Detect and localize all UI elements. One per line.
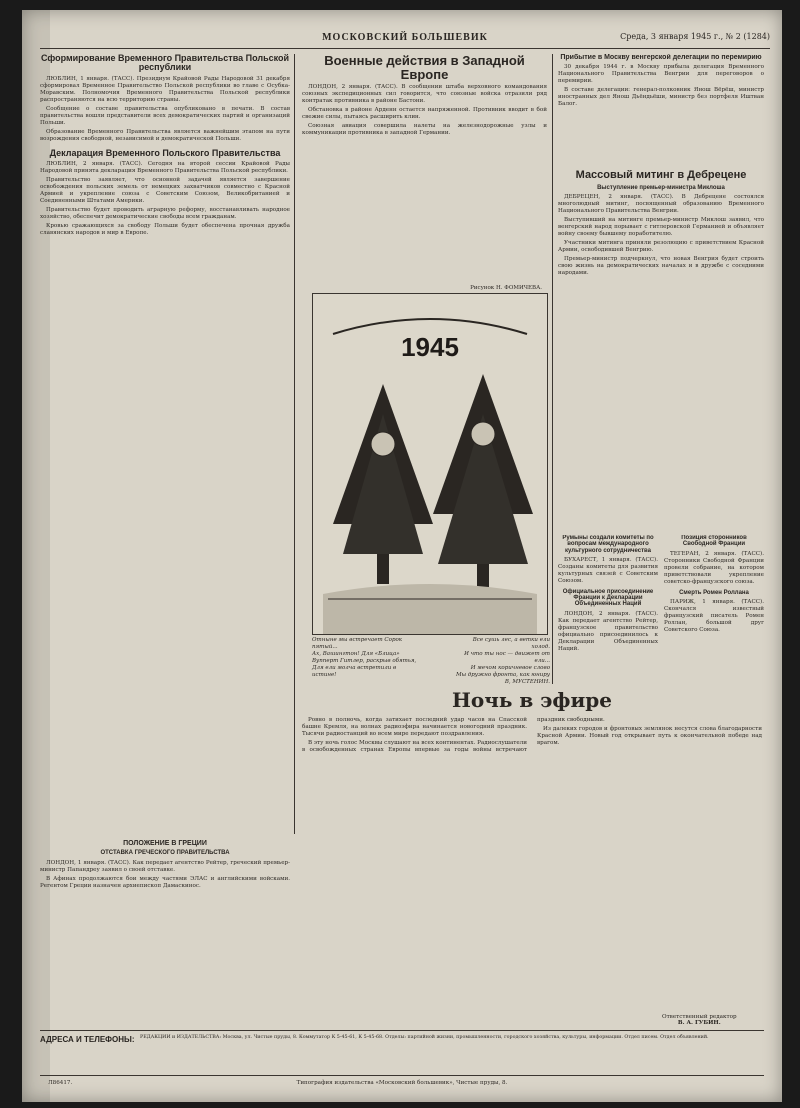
poem-left <box>312 637 430 679</box>
editor-name: В. А. ГУБИН. <box>677 1020 721 1026</box>
poem-line: пятый... <box>312 644 338 650</box>
article-paragraph: Обстановка в районе Арденн остается напряженной. Противник вводит в бой свежие силы, пытаясь расширить клин. <box>302 107 547 121</box>
column-west-europe <box>302 54 547 284</box>
printer-line: Типография издательства «Московский большевик», Чистые пруды, 8. <box>296 1080 508 1086</box>
romania-headline: Румыны создали комитеты по вопросам международного культурного сотрудничества <box>562 535 654 554</box>
newspaper-page <box>22 10 782 1102</box>
romania-article <box>558 535 658 685</box>
poem-line: Все сушь лес, а ветки ели <box>472 637 550 643</box>
article-paragraph: Ровно в полночь, когда затихает последний удар часов на Спасской башне Кремля, на волнах радиоэфира начинается новогодний праздник. Тысячи радиостанций во всем мире передают поздравления. <box>302 717 527 737</box>
addresses-text: РЕДАКЦИИ и ИЗДАТЕЛЬСТВА: Москва, ул. Чистые пруды, 8. Коммутатор К 5-45-61, К 5-45-68. Отделы: партийной жизни, промышленности, городского хозяйства, культуры, информации. Отдел писем. Отдел объявлений. <box>140 1035 709 1040</box>
poem-line: И мечом коричневое слово <box>470 665 550 671</box>
footer-addresses <box>40 1030 764 1076</box>
column-rule <box>552 54 553 684</box>
free-france-article <box>664 535 764 685</box>
article-paragraph: БУХАРЕСТ, 1 января. (ТАСС). Созданы комитеты для развития культурных связей с Советским Союзом. <box>558 556 658 584</box>
debrecen-rally-article <box>558 170 764 530</box>
article-paragraph: ЛЮБЛИН, 2 января. (ТАСС). Сегодня на второй сессии Крайовой Рады Народовой принята декларация Временного Правительства Польской республики. <box>40 161 290 175</box>
article-paragraph: ДЕБРЕЦЕН, 2 января. (ТАСС). В Дебрецене состоялся многолюдный митинг, посвященный образованию Временного Национального Правительства Венгрии. <box>558 193 764 214</box>
cartoon-1945 <box>312 293 548 635</box>
article-paragraph: Правительство заявляет, что основной задачей является завершение освобождения польских земель от немецких захватчиков совместно с Красной Армией и укрепление союза с Советским Союзом, Великобританией и Соединенными Штатами Америки. <box>40 177 290 205</box>
article-paragraph: 30 декабря 1944 г. в Москву прибыла делегация Временного Национального Правительства Венгрии для переговоров о перемирии. <box>558 64 764 85</box>
west-europe-headline: Военные действия в Западной Европе <box>324 54 525 82</box>
rolland-death-headline: Смерть Ромен Роллана <box>679 589 749 596</box>
poem-line: ели... <box>534 658 550 664</box>
article-paragraph: ПАРИЖ, 1 января. (ТАСС). Скончался известный французский писатель Ромен Роллан, большой друг Советского Союза. <box>664 598 764 633</box>
debrecen-headline: Массовый митинг в Дебрецене <box>575 170 747 181</box>
column-poland <box>40 54 290 824</box>
hungary-delegation-headline: Прибытие в Москву венгерской делегации по перемирию <box>560 54 762 61</box>
cartoon-illustration <box>313 294 547 634</box>
poem-line: Отныне мы встречает Сорок <box>312 637 403 643</box>
poland-headline: Сформирование Временного Правительства Польской республики <box>40 54 290 73</box>
free-france-headline: Позиция сторонников Свободной Франции <box>681 535 747 548</box>
article-paragraph: ЛОНДОН, 1 января. (ТАСС). Как передает агентство Рейтер, греческий премьер-министр Папандреу заявил о своей отставке. <box>40 859 290 873</box>
responsible-editor <box>662 1014 737 1026</box>
night-on-air-article <box>302 690 762 1020</box>
article-paragraph: В Афинах продолжаются бои между частями ЭЛАС и английскими войсками. Регентом Греции назначен архиепископ Дамаскинос. <box>40 875 290 889</box>
article-paragraph: ТЕГЕРАН, 2 января. (ТАСС). Сторонники Свободной Франции провели собрание, на котором приветствовали укрепление советско-французского союза. <box>664 550 764 585</box>
article-paragraph: В эту ночь голос Москвы слушают на всех континентах. Радиослушатели в освобожденных странах Европы впервые за годы войны встречают праздник свободными. <box>302 717 605 753</box>
hungary-delegation-article <box>558 54 764 164</box>
miklos-speech-headline: Выступление премьер-министра Миклоша <box>597 184 725 191</box>
article-paragraph: ЛЮБЛИН, 1 января. (ТАСС). Президиум Крайовой Рады Народовой 31 декабря сформировал Временное Правительство Польской республики во главе с Осубка-Моравским. Полномочия Временного Правительства Польской республики распространяются на всю территорию страны. <box>40 75 290 103</box>
addresses-label: АДРЕСА И ТЕЛЕФОНЫ: <box>40 1035 135 1044</box>
article-paragraph: ЛОНДОН, 2 января. (ТАСС). В сообщении штаба верховного командования союзных экспедиционных сил говорится, что союзные войска отразили ряд контратак противника в районе Бастони. <box>302 84 547 105</box>
poem-line: Вупперт Гитлер, раскрыв обятья, <box>312 658 417 664</box>
greece-article <box>40 840 290 1020</box>
cartoon-year: 1945 <box>401 332 459 362</box>
poem-line: И что ты нос — движет от <box>464 651 550 657</box>
column-rule <box>294 54 295 834</box>
paper-name: МОСКОВСКИЙ БОЛЬШЕВИК <box>322 32 488 43</box>
article-paragraph: Союзная авиация совершила налеты на железнодорожные узлы и коммуникации противника в западной Германии. <box>302 123 547 137</box>
article-paragraph: Выступивший на митинге премьер-министр Миклош заявил, что венгерский народ порывает с гитлеровской Германией и объявляет войну своему бывшему поработителю. <box>558 216 764 237</box>
france-declaration-headline: Официальное присоединение Франции к Декларации Объединенных Наций <box>562 588 654 608</box>
greece-headline: ПОЛОЖЕНИЕ В ГРЕЦИИ <box>123 840 207 847</box>
declaration-headline: Декларация Временного Польского Правительства <box>49 147 281 158</box>
article-paragraph: Из далеких городов и фронтовых землянок несутся слова благодарности Красной Армии. Новый год открывает путь к окончательной победе над врагом. <box>537 726 762 746</box>
print-code: Л86417. <box>48 1080 73 1086</box>
article-paragraph: ЛОНДОН, 2 января. (ТАСС). Как передает агентство Рейтер, французское правительство официально присоединилось к Декларации Объединенных Наций. <box>558 610 658 652</box>
poem-signature: В, МУСТЕНИН. <box>504 679 550 685</box>
article-paragraph: Образование Временного Правительства является важнейшим этапом на пути возрождения свободной, независимой и демократической Польши. <box>40 128 290 142</box>
editor-label: Ответственный редактор <box>662 1014 737 1020</box>
poem-line: Мы дружно фронта, как юниру <box>455 672 550 678</box>
masthead <box>40 28 770 49</box>
poem-line: истине! <box>312 672 337 678</box>
poem-line: холод. <box>531 644 550 650</box>
article-paragraph: Кровью сражающихся за свободу Польши будет обеспечена прочная дружба славянских народов и мир в Европе. <box>40 223 290 237</box>
article-paragraph: Сообщение о составе правительства опубликовано в печати. В состав правительства вошли представители всех демократических партий и организаций Польши. <box>40 105 290 126</box>
issue-date: Среда, 3 января 1945 г., № 2 (1284) <box>620 32 770 41</box>
cartoon-credit: Рисунок Н. ФОМИЧЕВА. <box>470 285 542 291</box>
poem-line: Для ели молча встретили в <box>312 665 397 671</box>
article-paragraph: Правительство будет проводить аграрную реформу, восстанавливать народное хозяйство, обеспечит демократические свободы всем гражданам. <box>40 207 290 221</box>
article-paragraph: Премьер-министр подчеркнул, что новая Венгрия будет строить свою жизнь на демократических началах и в дружбе с соседними народами. <box>558 255 764 276</box>
greece-subheadline: ОТСТАВКА ГРЕЧЕСКОГО ПРАВИТЕЛЬСТВА <box>100 850 230 857</box>
poem-right <box>432 637 550 686</box>
poem-line: Ах, Вашингтон! Для «Блица» <box>312 651 400 657</box>
night-on-air-headline: Ночь в эфире <box>451 690 613 712</box>
article-paragraph: Участники митинга приняли резолюцию с приветствием Красной Армии, освободившей Венгрию. <box>558 239 764 253</box>
article-paragraph: В составе делегации: генерал-полковник Янош Вёрёш, министр иностранных дел Янош Дьёндьёши, министр без портфеля Иштван Балог. <box>558 87 764 108</box>
night-on-air-body <box>302 717 762 754</box>
